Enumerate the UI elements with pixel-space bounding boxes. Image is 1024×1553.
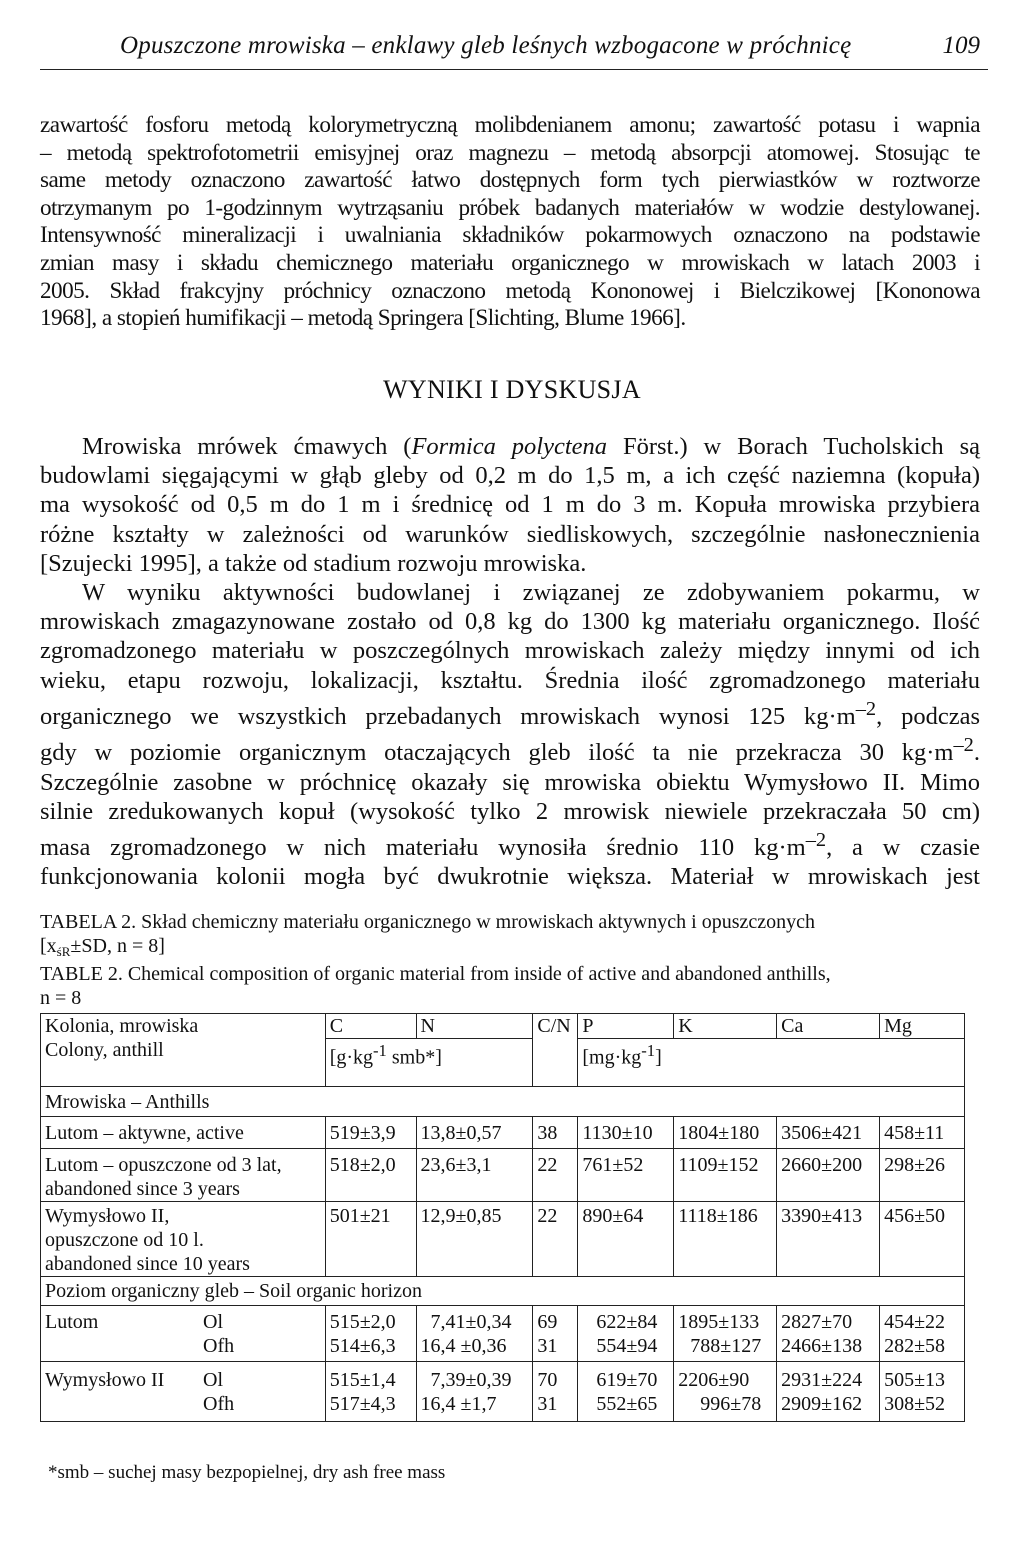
value-ol: 7,41±0,34 [430, 1311, 512, 1333]
value-ol: 619±70 [596, 1369, 658, 1391]
running-header [40, 30, 988, 70]
value-c [325, 1306, 416, 1362]
value-ofh: 514±6,3 [329, 1335, 396, 1357]
table-row [41, 1117, 965, 1149]
value-n: 12,9±0,85 [416, 1202, 533, 1277]
text-line: zmian masy i składu chemicznego materiału organicznego w mrowiskach w latach 2003 i [40, 249, 980, 276]
label-line: abandoned since 3 years [45, 1178, 240, 1200]
section-label: Poziom organiczny gleb – Soil organic horizon [41, 1277, 965, 1306]
text-line [40, 826, 980, 862]
row-label [41, 1362, 326, 1422]
value-ofh: 996±78 [700, 1393, 762, 1415]
chemical-composition-table [40, 1013, 965, 1422]
superscript: -1 [373, 1041, 387, 1060]
section-label: Mrowiska – Anthills [41, 1087, 965, 1117]
value-ofh: 2909±162 [781, 1393, 863, 1415]
text-line: ma wysokość od 0,5 m do 1 m i średnicę od 1 m do 3 m. Kopuła mrowiska przybiera [40, 491, 980, 519]
table-header-row [41, 1014, 965, 1039]
label-line: Wymysłowo II, [45, 1205, 170, 1227]
text-line [40, 432, 980, 461]
section-row-anthills [41, 1087, 965, 1117]
superscript: –2 [953, 734, 974, 757]
paragraph-anthills [40, 432, 980, 578]
text-line: zgromadzonego materiału w poszczególnych mrowiskach zależy między innymi od ich [40, 637, 980, 665]
text-line: same metody oznaczono zawartość łatwo dostępnych form tych pierwiastków w roztworze [40, 167, 980, 194]
value-k [674, 1306, 777, 1362]
horizon: Ol [203, 1311, 223, 1333]
superscript: -1 [641, 1041, 656, 1060]
value-n [416, 1306, 533, 1362]
value-ca [777, 1362, 880, 1422]
text-line [40, 695, 980, 731]
text-line: [Szujecki 1995], a także od stadium rozwoju mrowiska. [40, 549, 587, 577]
header-k: K [674, 1014, 777, 1039]
value-c: 519±3,9 [325, 1117, 416, 1149]
text-run: . [973, 739, 980, 767]
value-k [674, 1362, 777, 1422]
section-row-soil [41, 1277, 965, 1306]
row-label [41, 1202, 326, 1277]
text-line: różne kształty w zależności od warunków siedliskowych, szczególnie nasłonecznienia [40, 520, 980, 548]
value-ol: 515±1,4 [329, 1369, 396, 1391]
text-run: , podczas [876, 702, 980, 730]
label-line [45, 1334, 321, 1358]
value-ol: 505±13 [884, 1369, 946, 1391]
label-line: Lutom – opuszczone od 3 lat, [45, 1154, 282, 1176]
value-ca: 2660±200 [777, 1149, 880, 1202]
row-label: Lutom – aktywne, active [41, 1117, 326, 1149]
text-line: Szczególnie zasobne w próchnicę okazały się mrowiska obiektu Wymysłowo II. Mimo [40, 768, 980, 796]
value-ofh: 788±127 [690, 1335, 762, 1357]
text-line: zawartość fosforu metodą kolorymetryczną molibdenianem amonu; zawartość potasu i wapnia [40, 112, 980, 138]
text-line: W wyniku aktywności budowlanej i związanej ze zdobywaniem pokarmu, w [82, 579, 980, 606]
value-n: 13,8±0,57 [416, 1117, 533, 1149]
value-ol: 7,39±0,39 [430, 1369, 512, 1391]
text-run: [x [40, 935, 57, 957]
value-ofh: 517±4,3 [329, 1393, 396, 1415]
table-caption-pl [40, 910, 970, 964]
value-mg [880, 1362, 965, 1422]
value-ofh: 31 [537, 1335, 558, 1357]
value-ofh: 308±52 [884, 1393, 946, 1415]
text-run: ] [655, 1046, 662, 1069]
value-k: 1118±186 [674, 1202, 777, 1277]
horizon: Ofh [203, 1393, 235, 1415]
text-line: silnie zredukowanych kopuł (wysokość tylko 2 mrowisk niewiele przekraczała 50 cm) [40, 797, 980, 825]
value-c [325, 1362, 416, 1422]
text-line: otrzymanym po 1-godzinnym wytrząsaniu próbek badanych materiałów w wodzie destylowanej. [40, 194, 980, 221]
superscript: –2 [855, 697, 877, 720]
text-line: 2005. Skład frakcyjny próchnicy oznaczono metodą Kononowej i Bielczikowej [Kononowa [40, 277, 980, 304]
horizon: Ofh [203, 1335, 235, 1357]
value-cn [533, 1306, 578, 1362]
value-k: 1804±180 [674, 1117, 777, 1149]
value-ofh: 16,4 ±0,36 [420, 1335, 507, 1357]
value-ca: 3390±413 [777, 1202, 880, 1277]
value-n [416, 1362, 533, 1422]
unit-mg-kg [578, 1039, 965, 1087]
value-p [578, 1362, 674, 1422]
value-ol: 2206±90 [678, 1369, 750, 1391]
text-run: Först.) w Borach Tucholskich są [607, 433, 980, 460]
value-mg: 298±26 [880, 1149, 965, 1202]
value-ol: 1895±133 [678, 1311, 760, 1333]
label-line: abandoned since 10 years [45, 1253, 250, 1275]
species-name: Formica polyctena [411, 433, 608, 460]
text-run: smb*] [386, 1046, 442, 1069]
value-p: 761±52 [578, 1149, 674, 1202]
text-line [40, 731, 980, 767]
text-line: mrowiskach zmagazynowane zostało od 0,8 kg do 1300 kg materiału organicznego. Ilość [40, 608, 980, 636]
row-label [41, 1149, 326, 1202]
row-label [41, 1306, 326, 1362]
value-c: 518±2,0 [325, 1149, 416, 1202]
value-cn [533, 1362, 578, 1422]
value-cn: 22 [533, 1149, 578, 1202]
header-mg: Mg [880, 1014, 965, 1039]
value-ol: 622±84 [596, 1311, 658, 1333]
value-ofh: 31 [537, 1393, 558, 1415]
subscript: śR [56, 944, 71, 959]
text-line: 1968], a stopień humifikacji – metodą Springera [Slichting, Blume 1966]. [40, 305, 686, 332]
header-colony [41, 1014, 326, 1087]
table-caption-en [40, 962, 970, 1010]
text-run: gdy w poziomie organicznym otaczających gleb ilość ta nie przekracza 30 kg·m [40, 739, 954, 767]
label-line [45, 1368, 321, 1392]
value-ol: 454±22 [884, 1311, 946, 1333]
value-ofh: 282±58 [884, 1335, 946, 1357]
header-ca: Ca [777, 1014, 880, 1039]
label-line [45, 1310, 321, 1334]
text-run: Mrowiska mrówek ćmawych ( [82, 433, 412, 460]
paragraph-organic-material [40, 578, 980, 892]
table-footnote: *smb – suchej masy bezpopielnej, dry ash free mass [48, 1462, 446, 1483]
caption-line [40, 934, 970, 964]
page-number: 109 [942, 32, 980, 59]
table-row [41, 1202, 965, 1277]
running-title: Opuszczone mrowiska – enklawy gleb leśnych wzbogacone w próchnicę [120, 32, 852, 59]
header-n: N [416, 1014, 533, 1039]
text-run: masa zgromadzonego w nich materiału wynosiła średnio 110 kg·m [40, 834, 806, 862]
text-run: ±SD, n = 8] [70, 935, 165, 957]
value-ofh: 554±94 [596, 1335, 658, 1357]
header-label: Kolonia, mrowiska [45, 1015, 199, 1037]
value-k: 1109±152 [674, 1149, 777, 1202]
text-run: , a w czasie [826, 834, 981, 862]
site-name: Lutom [45, 1311, 99, 1333]
table-row [41, 1306, 965, 1362]
value-p: 890±64 [578, 1202, 674, 1277]
caption-line: TABELA 2. Skład chemiczny materiału organicznego w mrowiskach aktywnych i opuszczonych [40, 911, 816, 933]
caption-line: n = 8 [40, 987, 82, 1009]
label-line [45, 1392, 321, 1416]
table-row [41, 1149, 965, 1202]
paragraph-methods [40, 112, 980, 333]
header-label: Colony, anthill [45, 1039, 164, 1061]
value-ol: 2827±70 [781, 1311, 853, 1333]
table-row [41, 1362, 965, 1422]
value-mg [880, 1306, 965, 1362]
value-ca [777, 1306, 880, 1362]
text-line: wieku, etapu rozwoju, lokalizacji, kształtu. Średnia ilość zgromadzonego materiału [40, 666, 980, 694]
value-ol: 70 [537, 1369, 558, 1391]
value-ofh: 552±65 [596, 1393, 658, 1415]
text-line: budowlami sięgającymi w głąb gleby od 0,2 m do 1,5 m, a ich część naziemna (kopuła) [40, 462, 980, 490]
text-run: [g·kg [329, 1046, 374, 1069]
unit-g-kg [325, 1039, 533, 1087]
value-ca: 3506±421 [777, 1117, 880, 1149]
label-line: opuszczone od 10 l. [45, 1229, 204, 1251]
value-cn: 38 [533, 1117, 578, 1149]
text-line: funkcjonowania kolonii mogła być dwukrotnie większa. Materiał w mrowiskach jest [40, 863, 980, 891]
header-p: P [578, 1014, 674, 1039]
text-line: Intensywność mineralizacji i uwalniania składników pokarmowych oznaczono na podstawie [40, 222, 980, 249]
value-n: 23,6±3,1 [416, 1149, 533, 1202]
text-line: – metodą spektrofotometrii emisyjnej oraz magnezu – metodą absorpcji atomowej. Stosując te [40, 139, 980, 166]
text-run: [mg·kg [582, 1046, 642, 1069]
value-ofh: 16,4 ±1,7 [420, 1393, 497, 1415]
value-p [578, 1306, 674, 1362]
value-ol: 69 [537, 1311, 558, 1333]
site-name: Wymysłowo II [45, 1369, 165, 1391]
value-cn: 22 [533, 1202, 578, 1277]
superscript: –2 [805, 828, 827, 851]
value-ol: 515±2,0 [329, 1311, 396, 1333]
text-run: organicznego we wszystkich przebadanych mrowiskach wynosi 125 kg·m [40, 702, 856, 730]
value-c: 501±21 [325, 1202, 416, 1277]
value-mg: 458±11 [880, 1117, 965, 1149]
section-heading: WYNIKI I DYSKUSJA [383, 375, 641, 404]
value-ofh: 2466±138 [781, 1335, 863, 1357]
header-cn: C/N [533, 1014, 578, 1087]
caption-line: TABLE 2. Chemical composition of organic material from inside of active and abandoned anthills, [40, 963, 831, 985]
value-mg: 456±50 [880, 1202, 965, 1277]
value-p: 1130±10 [578, 1117, 674, 1149]
horizon: Ol [203, 1369, 223, 1391]
header-c: C [325, 1014, 416, 1039]
value-ol: 2931±224 [781, 1369, 863, 1391]
